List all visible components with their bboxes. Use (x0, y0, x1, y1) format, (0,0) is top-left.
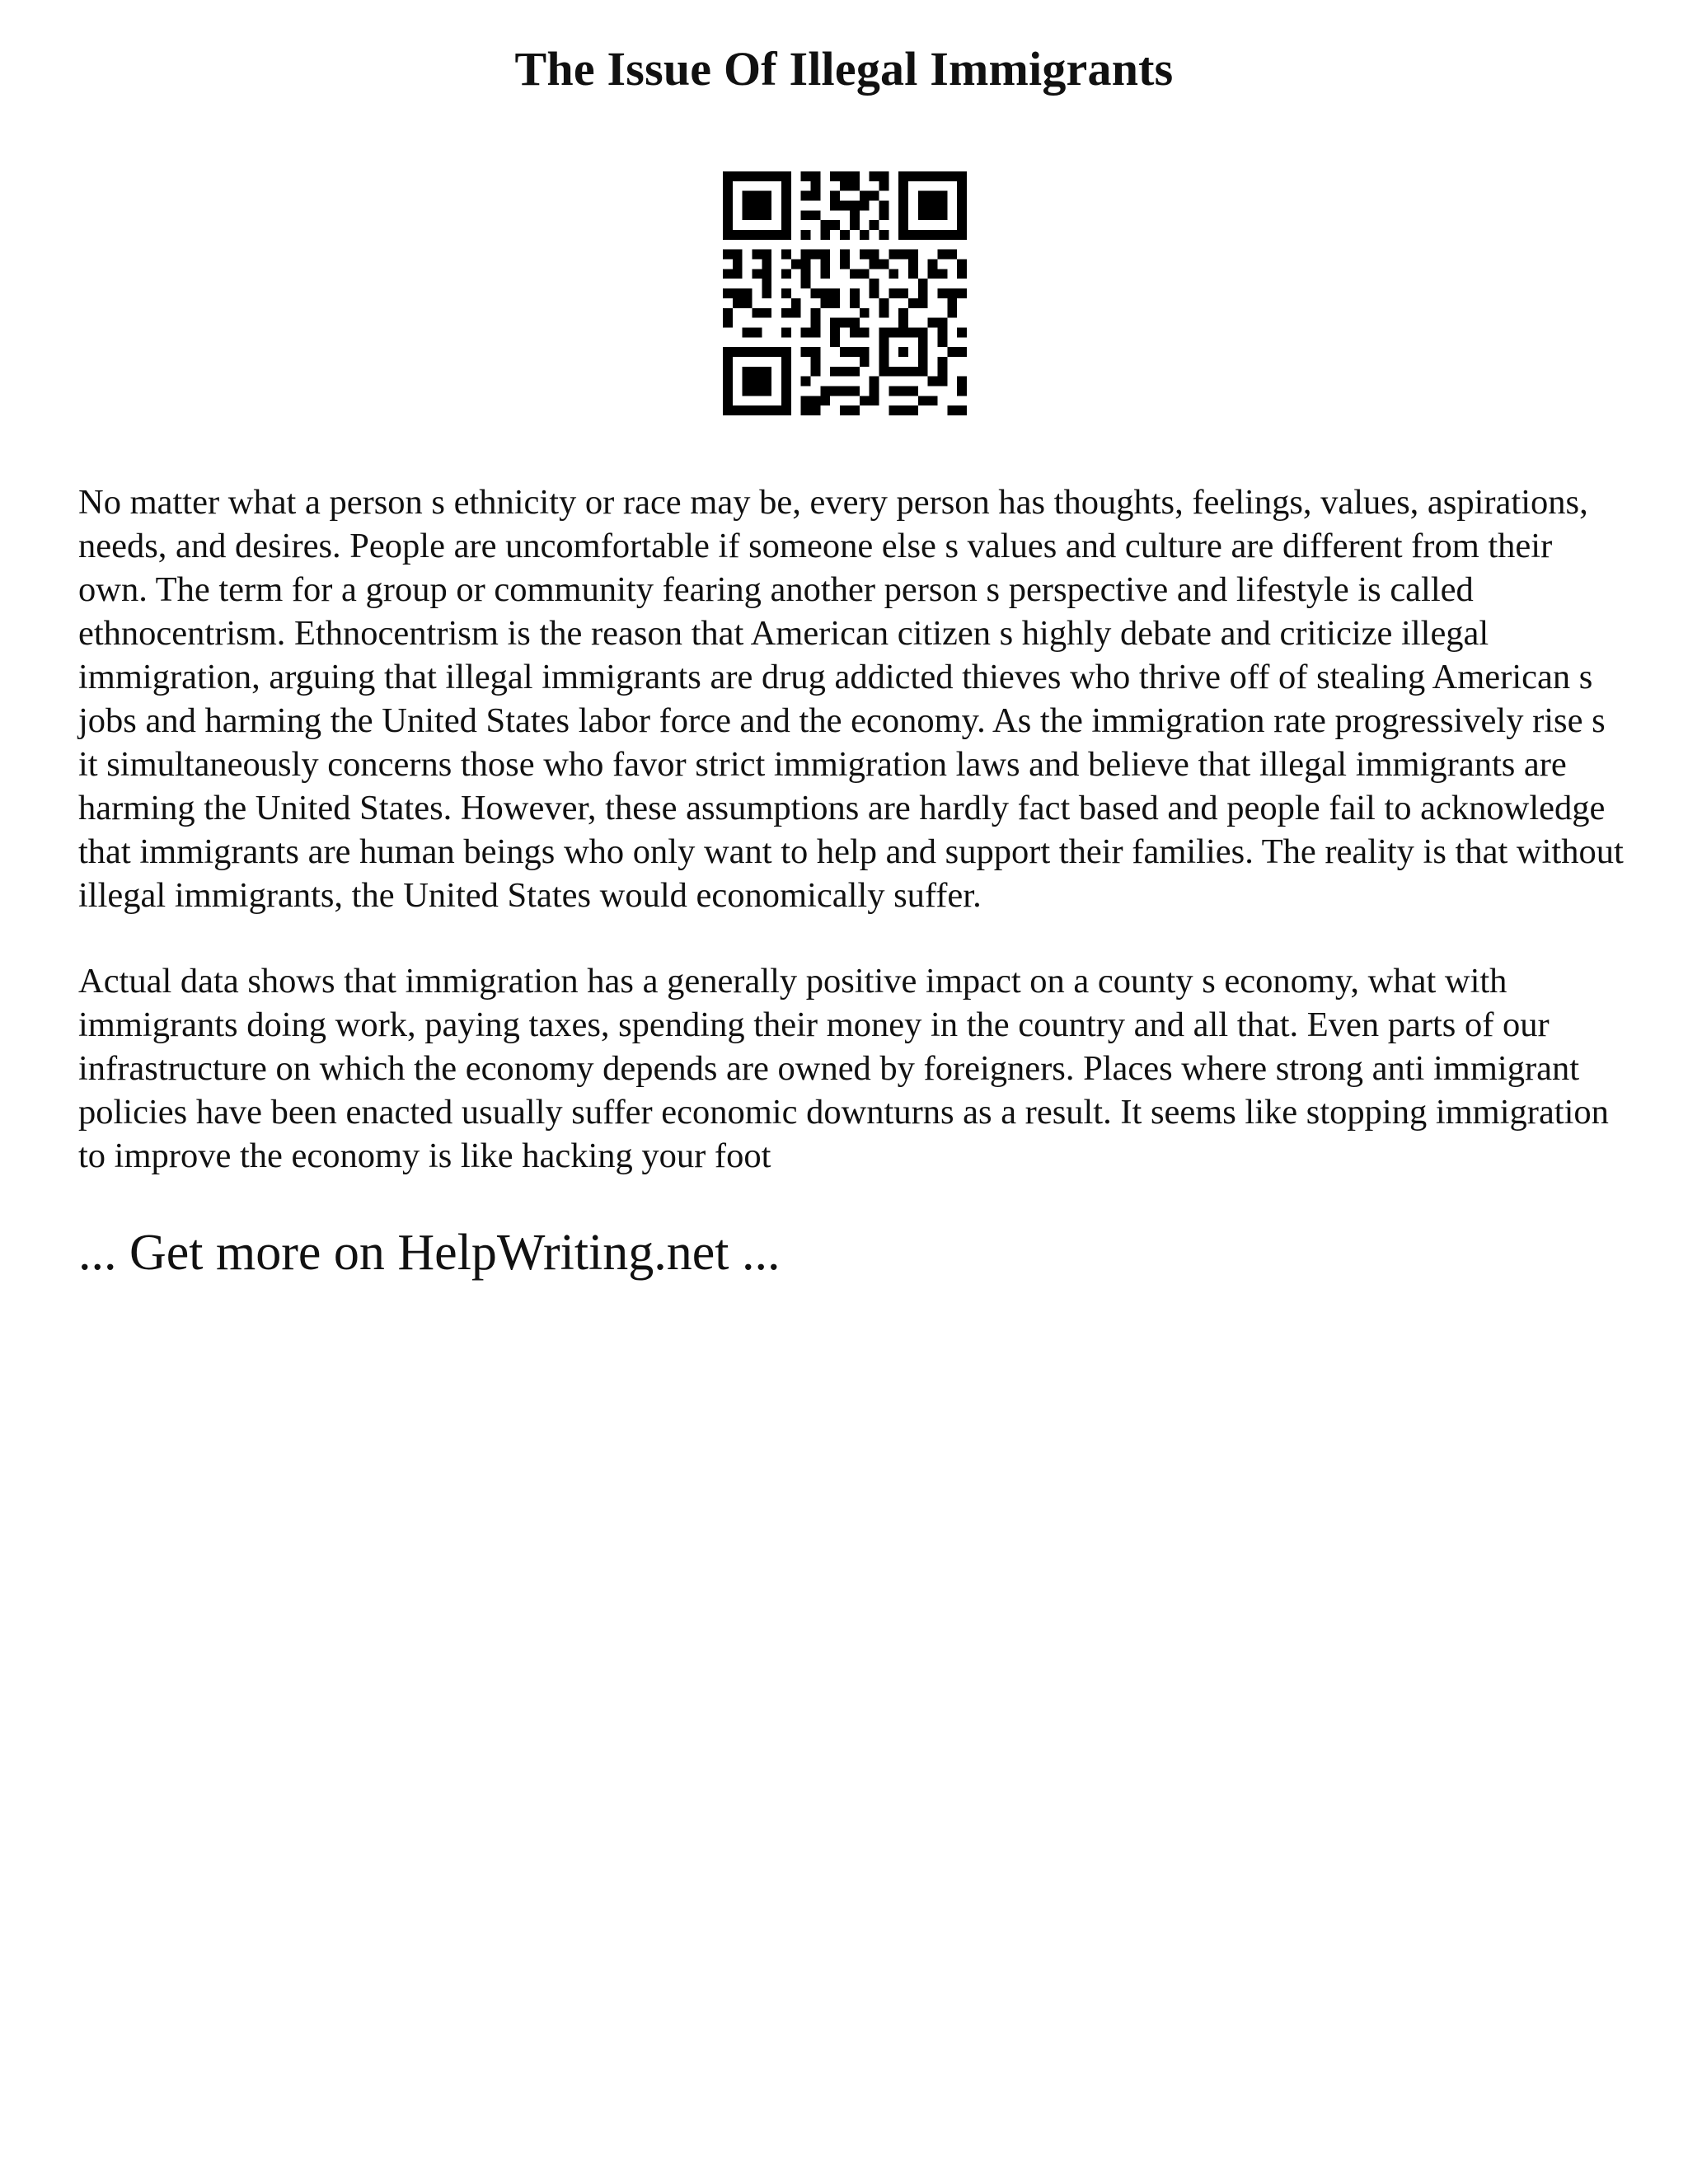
qr-code (723, 171, 967, 415)
get-more-link[interactable]: ... Get more on HelpWriting.net ... (78, 1225, 781, 1281)
document-body (78, 480, 1628, 1286)
document-title: The Issue Of Illegal Immigrants (514, 42, 1174, 96)
body-paragraph-2: Actual data shows that immigration has a generally positive impact on a county s economy, what with immigrants doing work, paying taxes, spending their money in the country and all that. Even parts of our infrastructure on which the economy depends are owned by foreigners. Places where strong anti immigrant policies have been enacted usually suffer economic downturns as a result. It seems like stopping immigration to improve the economy is like hacking your foot (78, 962, 1609, 1175)
body-paragraph-1: No matter what a person s ethnicity or race may be, every person has thoughts, feelings, values, aspirations, needs, and desires. People are uncomfortable if someone else s values and culture are different from their own. The term for a group or community fearing another person s perspective and lifestyle is called ethnocentrism. Ethnocentrism is the reason that American citizen s highly debate and criticize illegal immigration, arguing that illegal immigrants are drug addicted thieves who thrive off of stealing American s jobs and harming the United States labor force and the economy. As the immigration rate progressively rise s it simultaneously concerns those who favor strict immigration laws and believe that illegal immigrants are harming the United States. However, these assumptions are hardly fact based and people fail to acknowledge that immigrants are human beings who only want to help and support their families. The reality is that without illegal immigrants, the United States would economically suffer. (78, 483, 1624, 915)
